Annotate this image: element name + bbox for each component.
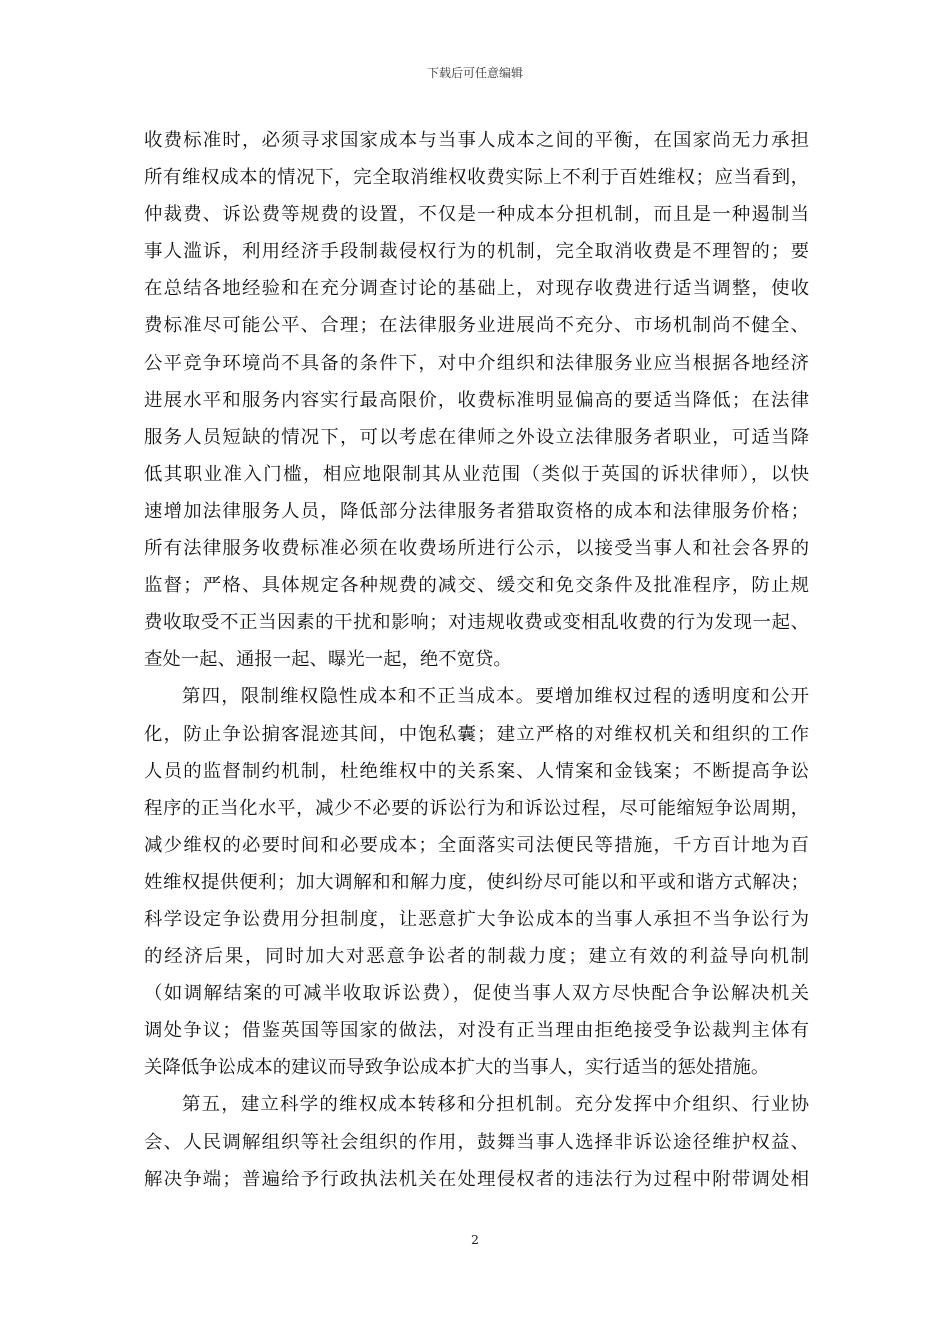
text-line: 费收取受不正当因素的干扰和影响；对违规收费或变相乱收费的行为发现一起、 <box>144 612 809 634</box>
text-line: 人员的监督制约机制，杜绝维权中的关系案、人情案和金钱案；不断提高争讼 <box>144 760 809 782</box>
paragraph-first-line: 第四，限制维权隐性成本和不正当成本。要增加维权过程的透明度和公开 <box>182 686 809 708</box>
text-line: 监督；严格、具体规定各种规费的减交、缓交和免交条件及批准程序，防止规 <box>144 575 809 597</box>
text-line: 化，防止争讼掮客混迹其间，中饱私囊；建立严格的对维权机关和组织的工作 <box>144 723 809 745</box>
text-line: 在总结各地经验和在充分调查讨论的基础上，对现存收费进行适当调整，使收 <box>144 278 809 300</box>
text-line: 科学设定争讼费用分担制度，让恶意扩大争讼成本的当事人承担不当争讼行为 <box>144 908 809 930</box>
text-line: （如调解结案的可减半收取诉讼费），促使当事人双方尽快配合争讼解决机关 <box>144 983 809 1005</box>
text-line: 速增加法律服务人员，降低部分法律服务者猎取资格的成本和法律服务价格； <box>144 500 809 522</box>
page-header: 下载后可任意编辑 <box>426 66 523 80</box>
text-line: 解决争端；普遍给予行政执法机关在处理侵权者的违法行为过程中附带调处相 <box>144 1168 809 1190</box>
text-line: 费标准尽可能公平、合理；在法律服务业进展尚不充分、市场机制尚不健全、 <box>144 315 809 337</box>
text-line: 进展水平和服务内容实行最高限价，收费标准明显偏高的要适当降低；在法律 <box>144 389 809 411</box>
text-line: 服务人员短缺的情况下，可以考虑在律师之外设立法律服务者职业，可适当降 <box>144 426 809 448</box>
text-line: 减少维权的必要时间和必要成本；全面落实司法便民等措施，千方百计地为百 <box>144 834 809 856</box>
text-line: 收费标准时，必须寻求国家成本与当事人成本之间的平衡，在国家尚无力承担 <box>144 130 809 151</box>
document-body <box>144 122 809 1198</box>
text-line: 姓维权提供便利；加大调解和和解力度，使纠纷尽可能以和平或和谐方式解决； <box>144 871 809 893</box>
text-line: 所有法律服务收费标准必须在收费场所进行公示，以接受当事人和社会各界的 <box>144 538 809 560</box>
text-line: 程序的正当化水平，减少不必要的诉讼行为和诉讼过程，尽可能缩短争讼周期， <box>144 797 809 819</box>
text-line: 调处争议；借鉴英国等国家的做法，对没有正当理由拒绝接受争讼裁判主体有 <box>144 1020 809 1042</box>
text-line: 事人滥诉，利用经济手段制裁侵权行为的机制，完全取消收费是不理智的；要 <box>144 241 809 263</box>
paragraph-first-line: 第五，建立科学的维权成本转移和分担机制。充分发挥中介组织、行业协 <box>182 1094 809 1116</box>
text-line: 公平竞争环境尚不具备的条件下，对中介组织和法律服务业应当根据各地经济 <box>144 352 809 374</box>
text-line: 低其职业准入门槛，相应地限制其从业范围（类似于英国的诉状律师），以快 <box>144 463 809 485</box>
text-line: 查处一起、通报一起、曝光一起，绝不宽贷。 <box>144 649 512 671</box>
page-number: 2 <box>471 1232 479 1247</box>
text-line: 关降低争讼成本的建议而导致争讼成本扩大的当事人，实行适当的惩处措施。 <box>144 1057 770 1079</box>
text-line: 所有维权成本的情况下，完全取消维权收费实际上不利于百姓维权；应当看到， <box>144 167 809 189</box>
text-line: 的经济后果，同时加大对恶意争讼者的制裁力度；建立有效的利益导向机制 <box>144 946 809 968</box>
text-line: 仲裁费、诉讼费等规费的设置，不仅是一种成本分担机制，而且是一种遏制当 <box>144 204 809 226</box>
text-line: 会、人民调解组织等社会组织的作用，鼓舞当事人选择非诉讼途径维护权益、 <box>144 1131 809 1153</box>
